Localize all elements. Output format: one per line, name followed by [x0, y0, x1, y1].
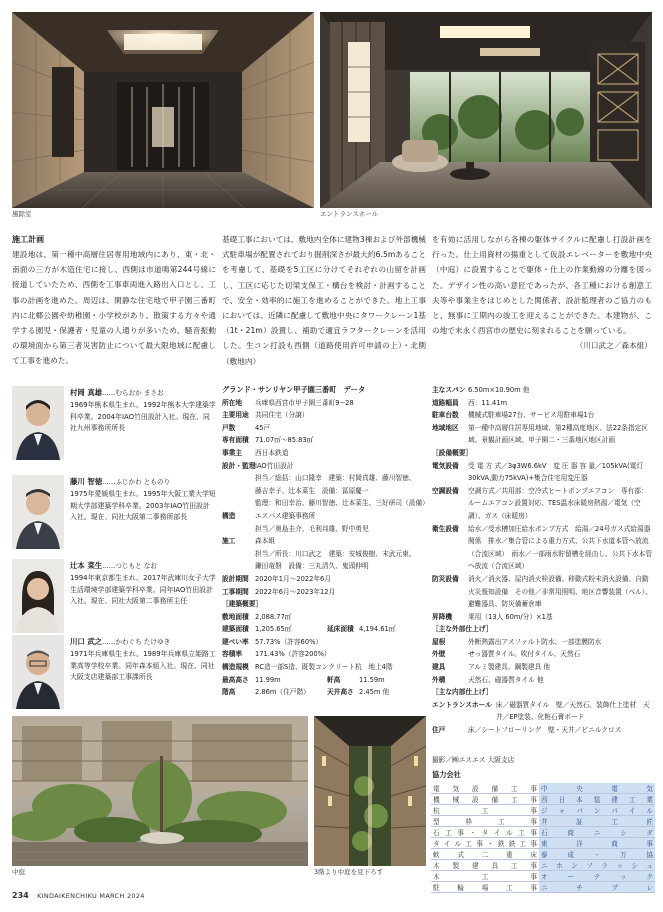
- page-number: 234: [12, 891, 29, 900]
- spec-row: 外壁 せっ器質タイル、吹付タイル、天然石: [432, 650, 581, 659]
- data-title: グランド・サンリヤン甲子園三番町 データ: [222, 385, 366, 394]
- cooperator-row: [431, 816, 655, 827]
- spec-row: 外構 天然石、磁器質タイル 他: [432, 675, 544, 684]
- spec-row: 住戸 床／シートフローリング 壁・天井／ビニルクロス: [432, 726, 622, 735]
- column-2-body: 基礎工事においては、敷地内全体に建物3棟および外部機械式駐車場が配置されており掘削深さが最大約6.5mあることを考慮して、基礎を5工区に分けてそれぞれの山留を計画し、工区に応じた切梁支保工・構台を検討・計画することで、安全・効率的に施工を進めることができた。地上工事においては、近隣に配慮して敷地中央にタワークレーン1基（1t・21m）設置し、補助で適宜ラフタークレーンを活用した。生コン打設も西側（道路使用許可申請の上）・北側（敷地内）: [222, 235, 426, 366]
- profile-bio: 1971年兵庫県生まれ。1989年兵庫県立姫路工業高等学校卒業。同年森本組入社。現在、同社大阪支店建築部工事課所長: [70, 649, 216, 682]
- cooperator-company: ニチプレ: [539, 882, 655, 893]
- profile-reading: ……つじもと なお: [102, 562, 157, 570]
- photo-courtyard-from-above: [314, 716, 426, 866]
- cooperator-trade: 軟式二重床: [431, 849, 539, 860]
- spec-row: 空調設備 空調方式／共用部：空冷式ヒートポンプエアコン 専有部：ルームエアコン設置対応、TES温水床暖房熱源／電気（空調）、ガス（床暖房）: [432, 486, 648, 520]
- data-row: 事業主 西日本鉄道: [222, 448, 289, 457]
- cooperator-trade: 木工事: [431, 871, 539, 882]
- profile-bio: 1994年東京都生まれ。2017年武庫川女子大学生活環境学部建築学科卒業。同年IAO竹田設計入社。現在、同社大阪第二事務所主任: [70, 573, 216, 606]
- spec-row: 電気設備 受 電 方 式／3φ3W6.6kV 変 圧 器 容 量／105kVA(電灯30kVA,動力75kVA)+集合住宅用変圧器: [432, 461, 644, 483]
- spec-row: 屋根 外断熱露出アスファルト防水、一部塗膜防水: [432, 637, 602, 646]
- profile-card: [12, 635, 217, 723]
- data-row: 構造 エスパス建築事務所: [222, 511, 316, 520]
- data-sub-line: 担当／所長：川口武之 建築：安城俊樹、末武元東、: [255, 549, 416, 558]
- data-sub-line: 監理：和田幸治、藤川智徳、辻本菜生、三好研司（設備）: [255, 499, 429, 508]
- portrait-photo: [12, 559, 64, 633]
- spec-row: 主なスパン 6.50m×10.90m 他: [432, 386, 530, 394]
- profile-reading: ……むらおか まさお: [102, 389, 164, 397]
- cooperator-row: [431, 849, 655, 860]
- spec-row: 昇降機 乗用（13人 60m/分）×1基: [432, 612, 553, 621]
- project-spec: [432, 384, 652, 737]
- magazine-name: KINDAIKENCHIKU: [37, 892, 98, 900]
- cooperator-trade: 電気設備工事: [431, 783, 539, 794]
- column-1-body: 建設地は、第一種中高層住居専用地域内にあり、東・北・南面の三方が木造住宅に接し、西側は市道鳴第244号線に接道していたため、西側を工事車両進入路出入口とし、工事の計画を進めた。周辺は、閑静な住宅地で甲子園三番町内に北郷公園や幼稚園・小学校があり、散策する方々や通学する園児・保護者・児童の人通りが多いため、騒音振動の環境面から第三者災害防止について最大限地域に配慮して工事を進めた。: [12, 250, 216, 366]
- spec-subhead: ［主な内部仕上げ］: [432, 688, 493, 697]
- cooperator-company: 泰成・万協: [539, 849, 655, 860]
- cooperators-title: 協力会社: [432, 770, 461, 779]
- photo-caption-vestibule: 風除室: [12, 210, 32, 218]
- cooperator-row: [431, 794, 655, 805]
- text-column-2: [222, 232, 426, 369]
- cooperator-company: 石商ニシダ: [539, 827, 655, 838]
- column-3-credit: （川口武之／森本組）: [575, 341, 652, 351]
- data-row: 設計期間 2020年1月〜2022年6月: [222, 574, 331, 583]
- section-heading: 施工計画: [12, 235, 45, 244]
- data-row: 敷地面積 2,088.77㎡: [222, 612, 292, 621]
- data-row: 主要用途 共同住宅（分譲）: [222, 411, 309, 420]
- data-row: 最高高さ 11.99m 軒高 11.59m: [222, 675, 385, 684]
- profile-text: [70, 387, 216, 435]
- column-3-body: を有効に活用しながら各棟の躯体サイクルに配慮し打設計画を行った。仕上用資材の揚重として仮設エレベーターを敷地中央（中庭）に設置することで躯体・仕上の作業動線の分離を図った。デザイン性の高い意匠であったが、各工種における創意工夫等や事業主をはじめとした関係者、設計監理者のご協力のもと、無事に工期内の竣工を迎えることができた。本建物が、この地で末永く西宮市の歴史に刻まれることを願っている。: [432, 235, 652, 336]
- cooperator-row: [431, 838, 655, 849]
- data-row: 専有面積 71.07㎡〜85.83㎡: [222, 436, 314, 445]
- data-sub-line: 鎌田竜磐 設備：三丸清久、鬼頭伸明: [255, 562, 369, 571]
- portrait-photo: [12, 386, 64, 460]
- profile-text: [70, 636, 216, 684]
- spec-subhead: ［設備概要］: [432, 448, 473, 457]
- profile-reading: ……ふじかわ とものり: [102, 478, 171, 486]
- cooperator-row: [431, 783, 655, 794]
- profile-reading: ……かわぐち たけゆき: [102, 638, 171, 646]
- cooperator-row: [431, 827, 655, 838]
- profile-text: [70, 560, 216, 608]
- profile-name: 村岡 真雄: [70, 388, 103, 397]
- cooperator-row: [431, 871, 655, 882]
- data-row: 工事期間 2022年6月〜2023年12月: [222, 587, 336, 596]
- text-column-3: [432, 232, 652, 354]
- cooperator-company: 西日本装建工業: [539, 794, 655, 805]
- cooperator-trade: タイル工事・鉄鉄工事: [431, 838, 539, 849]
- spec-row: 道路幅員 西：11.41m: [432, 398, 508, 407]
- cooperator-trade: 杭工事: [431, 805, 539, 816]
- profile-card: [12, 475, 217, 563]
- cooperators-table: [431, 783, 655, 893]
- spec-row: 駐車台数 機械式駐車場27台、サービス用駐車場1台: [432, 411, 595, 420]
- profile-text: [70, 476, 216, 524]
- cooperator-row: [431, 860, 655, 871]
- cooperator-company: オーテック: [539, 871, 655, 882]
- spec-row: 防災設備 消火／消火器、屋内消火栓設備、移動式粉末消火設備、自動火災報知設備 その他／非常用照明、地区音響装置（ベル）、避難器具、防災備蓄倉庫: [432, 574, 652, 609]
- spec-row: 衛生設備 給水／受水槽加圧給水ポンプ方式 給湯／24号ガス式給湯器関係 排水／集合管による重力方式、公共下水道本管へ放流（合流区域） 雨水／一部雨水貯留槽を経由し、公共下水本管へ放流（合流区域）: [432, 524, 652, 571]
- cooperator-trade: 石工事・タイル工事: [431, 827, 539, 838]
- data-sub-line: 藤吉幸子、辻本菜生 設備：冨原慶一: [255, 486, 369, 495]
- data-row: 施工 森本組: [222, 537, 276, 546]
- data-row: 設計・監理 IAO竹田設計: [222, 461, 294, 470]
- data-sub-line: 担当／総括：山口隆幸 建築：村岡真雄、藤川智徳、: [255, 474, 416, 483]
- photo-credit: 撮影／㈱エスエス 大阪支店: [432, 756, 515, 764]
- portrait-photo: [12, 475, 64, 549]
- cooperator-trade: 型枠工事: [431, 816, 539, 827]
- profile-name: 川口 武之: [70, 637, 103, 646]
- cooperator-company: ジャパンパイル: [539, 805, 655, 816]
- photo-entrance-hall: [320, 12, 652, 208]
- profile-card: [12, 559, 217, 647]
- data-row: 所在地 兵庫県西宮市甲子園三番町9−28: [222, 398, 354, 407]
- page-footer: [12, 891, 145, 900]
- photo-caption-courtyard-from-above: 3階より中庭を見下ろす: [314, 868, 384, 876]
- project-data: [222, 384, 429, 699]
- profile-bio: 1975年愛媛県生まれ。1995年大阪工業大学短期大学部建築学科卒業。2003年IAO竹田設計入社。現在、同社大阪第二事務所部長: [70, 489, 216, 522]
- text-column-1: [12, 232, 216, 369]
- cooperator-trade: 木製建具工事: [431, 860, 539, 871]
- spec-subhead: ［主な外部仕上げ］: [432, 625, 493, 634]
- cooperator-company: 東洋商事: [539, 838, 655, 849]
- portrait-photo: [12, 635, 64, 709]
- profile-name: 辻本 菜生: [70, 561, 103, 570]
- data-row: 建ぺい率 57.73%（許容60%）: [222, 637, 323, 646]
- data-sub-line: 担当／奥島圭介、毛利邦雄、野中勇児: [255, 524, 369, 533]
- data-row: 階高 2.86m（住戸階） 天井高さ 2.45m 他: [222, 688, 390, 697]
- data-row: 構造規模 RC造一部S造、既製コンクリート杭 地上4階: [222, 663, 393, 672]
- profile-name: 藤川 智徳: [70, 477, 103, 486]
- photo-caption-courtyard: 中庭: [12, 868, 25, 876]
- photo-vestibule: [12, 12, 314, 208]
- data-row: 容積率 171.43%（許容200%）: [222, 650, 331, 659]
- cooperator-company: 井証工匠: [539, 816, 655, 827]
- cooperator-row: [431, 805, 655, 816]
- spec-row: 地域地区 第一種中高層住居専用地域、第2種高度地区、法22条指定区域、景観計画区域、甲子園二・三番地区地区計画: [432, 423, 648, 445]
- magazine-issue: MARCH 2024: [99, 892, 145, 900]
- profile-bio: 1969年熊本県生まれ。1992年熊本大学建築学科卒業。2004年IAO竹田設計入社。現在、同社九州事務所所長: [70, 400, 216, 433]
- cooperator-row: [431, 882, 655, 893]
- profile-card: [12, 386, 217, 474]
- spec-row: 建具 アルミ製建具、鋼製建具 他: [432, 663, 551, 672]
- cooperator-company: 中央電気: [539, 783, 655, 794]
- cooperator-trade: 駐輪場工事: [431, 882, 539, 893]
- photo-courtyard: [12, 716, 308, 866]
- data-row: 戸数 45戸: [222, 423, 271, 432]
- cooperator-company: ニホンフラッシュ: [539, 860, 655, 871]
- photo-caption-entrance-hall: エントランスホール: [320, 210, 379, 218]
- spec-row: エントランスホール 床／磁器質タイル 壁／天然石、装飾仕上塗材 天井／EP塗装、化粧石膏ボード: [432, 700, 650, 722]
- data-subhead: ［建築概要］: [222, 600, 263, 609]
- cooperator-trade: 機械設備工事: [431, 794, 539, 805]
- data-row: 建築面積 1,205.65㎡ 延床面積 4,194.61㎡: [222, 625, 396, 634]
